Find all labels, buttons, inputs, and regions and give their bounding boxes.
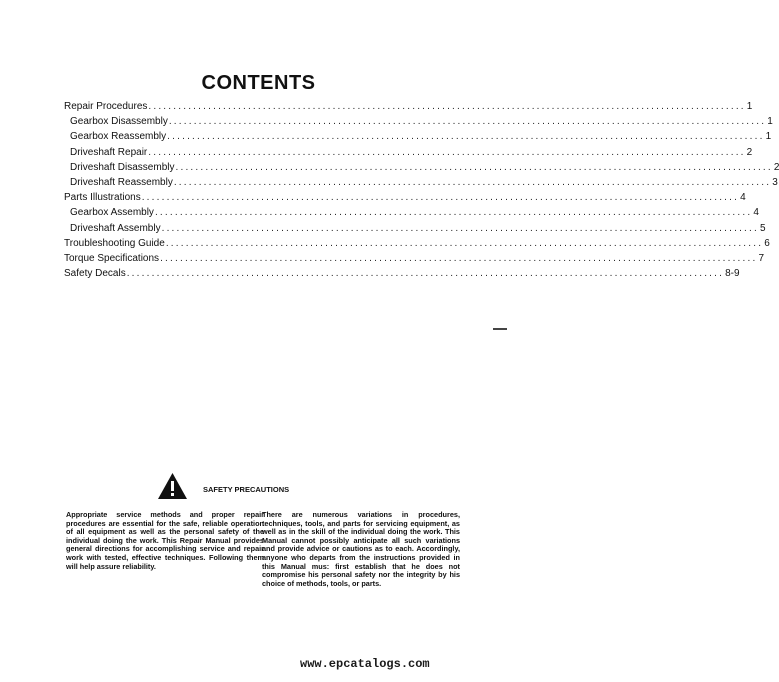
page-title: CONTENTS <box>201 72 316 94</box>
toc-entry-label: Gearbox Disassembly <box>70 116 168 128</box>
toc-entry-page: 7 <box>758 252 765 264</box>
safety-header <box>157 472 357 502</box>
toc-leader-dots: ........................................................................................................................ <box>160 252 758 264</box>
toc-leader-dots: ........................................................................................................................ <box>167 131 765 143</box>
toc-entry-page: 4 <box>740 192 746 204</box>
toc-entry-label: Torque Specifications <box>64 252 160 264</box>
table-of-contents <box>64 99 779 281</box>
safety-heading: SAFETY PRECAUTIONS <box>203 485 290 494</box>
toc-leader-dots: ........................................................................................................................ <box>148 101 746 112</box>
toc-entry[interactable] <box>64 221 766 236</box>
scan-edge-mark <box>493 328 507 330</box>
footer-url-link[interactable]: www.epcatalogs.com <box>300 657 430 671</box>
toc-entry-page: 1 <box>746 101 753 112</box>
toc-entry[interactable] <box>64 129 772 144</box>
toc-entry-page: 4 <box>753 207 759 219</box>
toc-leader-dots: ........................................................................................................................ <box>141 192 740 204</box>
toc-leader-dots: ........................................................................................................................ <box>154 207 753 219</box>
toc-entry[interactable] <box>64 205 759 220</box>
toc-entry-label: Safety Decals <box>64 268 126 280</box>
safety-text-left: Appropriate service methods and proper repair procedures are essential for the safe, reliable operation of all equipment as well as the personal safety of the individual doing the work. This Repair Manual provides general directions for accomplishing service and repair work with tested, effective techniques. Following them will help assure reliability. <box>66 510 264 571</box>
safety-text-right: There are numerous variations in procedures, techniques, tools, and parts for servicing equipment, as well as in the skill of the individual doing the work. This Manual cannot possibly anticipate all such variations and provide advice or cautions as to each. Accordingly, anyone who departs from the instructions provided in this Manual mus: first establish that he does not compromise his personal safety nor the integrity by his choice of methods, tools, or parts. <box>262 510 460 588</box>
toc-entry-page: 2 <box>746 146 753 158</box>
toc-entry-page: 3 <box>772 176 778 188</box>
toc-entry[interactable] <box>64 160 779 175</box>
toc-entry-label: Troubleshooting Guide <box>64 237 165 249</box>
toc-leader-dots: ........................................................................................................................ <box>126 268 725 280</box>
toc-entry[interactable] <box>64 145 753 160</box>
toc-entry[interactable] <box>64 236 770 251</box>
toc-entry-label: Repair Procedures <box>64 101 148 112</box>
toc-entry-label: Driveshaft Disassembly <box>70 161 175 173</box>
toc-entry-label: Driveshaft Repair <box>70 146 148 158</box>
toc-entry-page: 6 <box>764 237 770 249</box>
toc-entry-label: Gearbox Assembly <box>70 207 154 219</box>
toc-entry-label: Parts Illustrations <box>64 192 141 204</box>
toc-entry-label: Gearbox Reassembly <box>70 131 167 143</box>
toc-leader-dots: ........................................................................................................................ <box>148 146 746 158</box>
toc-entry[interactable] <box>64 266 740 281</box>
toc-entry[interactable] <box>64 190 746 205</box>
toc-entry-label: Driveshaft Assembly <box>70 222 161 234</box>
toc-entry-page: 2 <box>773 161 779 173</box>
toc-entry-page: 1 <box>765 131 772 143</box>
toc-entry[interactable] <box>64 114 773 129</box>
toc-entry-label: Driveshaft Reassembly <box>70 176 173 188</box>
toc-entry[interactable] <box>64 175 778 190</box>
toc-leader-dots: ........................................................................................................................ <box>173 176 772 188</box>
toc-entry-page: 1 <box>767 116 773 128</box>
toc-leader-dots: ........................................................................................................................ <box>161 222 759 234</box>
toc-leader-dots: ........................................................................................................................ <box>175 161 773 173</box>
toc-entry-page: 8-9 <box>725 268 740 280</box>
toc-entry[interactable] <box>64 251 765 266</box>
toc-leader-dots: ........................................................................................................................ <box>165 237 764 249</box>
warning-triangle-icon <box>157 472 188 500</box>
toc-entry-page: 5 <box>760 222 766 234</box>
toc-leader-dots: ........................................................................................................................ <box>168 116 767 128</box>
toc-entry[interactable] <box>64 99 753 114</box>
